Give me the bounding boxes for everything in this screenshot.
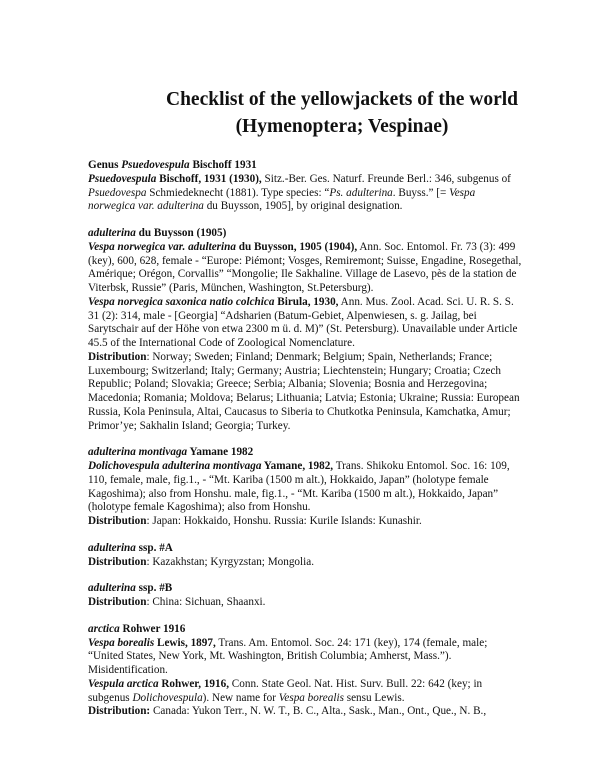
species-entry xyxy=(88,582,524,610)
entry-distribution: Distribution: Kazakhstan; Kyrgyzstan; Mongolia. xyxy=(88,555,315,568)
species-entry xyxy=(88,227,524,433)
entry-heading: adulterina ssp. #B xyxy=(88,582,173,595)
title-line-2: (Hymenoptera; Vespinae) xyxy=(235,116,449,137)
entry-distribution: Distribution: Canada: Yukon Terr., N. W. T., B. C., Alta., Sask., Man., Ont., Que., N. B., xyxy=(88,705,487,718)
genus-entry xyxy=(88,159,524,214)
entry-heading: arctica Rohwer 1916 xyxy=(88,622,186,635)
title-line-1: Checklist of the yellowjackets of the world xyxy=(165,89,519,110)
species-entry xyxy=(88,446,524,529)
entry-distribution: Distribution: China: Sichuan, Shaanxi. xyxy=(88,596,266,608)
document-title xyxy=(0,86,600,140)
entry-distribution: Distribution: Norway; Sweden; Finland; Denmark; Belgium; Spain, Netherlands; France; Luxembourg; Switzerland; Italy; Germany; Austria; Liechtenstein; Hungary; Croatia; Czech Republic; Poland; Slovakia; Greece; Serbia; Albania; Slovenia; Bosnia and Herzegovina; Macedonia; Romania; Moldova; Belarus; Lithuania; Latvia; Estonia; Ukraine; Russia: European Russia, Kola Peninsula, Altai, Caucasus to Siberia to Chutkotka Peninsula, Kamchatka, Amur; Primor’ye; Sakhalin Island; Georgia; Turkey. xyxy=(88,350,520,432)
species-entry xyxy=(88,542,524,570)
entry-citation: Dolichovespula adulterina montivaga Yamane, 1982, Trans. Shikoku Entomol. Soc. 16: 109, 110, female, male, fig.1., - “Mt. Kariba (1500 m alt.), Hokkaido, Japan” (holotype female Kagoshima); also from Honshu. male, fig.1., - “Mt. Kariba (1500 m alt.), Hokkaido, Japan” (holotype female Kagoshima); also from Honshu. xyxy=(88,460,510,514)
entry-heading: adulterina du Buysson (1905) xyxy=(88,227,227,239)
entry-heading: adulterina ssp. #A xyxy=(88,541,173,554)
entry-citation: Vespa borealis Lewis, 1897, Trans. Am. Entomol. Soc. 24: 171 (key), 174 (female, male; “United States, New York, Mt. Washington, British Columbia; Amherst, Mass.”). Misidentification. xyxy=(88,636,488,676)
species-entry xyxy=(88,623,524,719)
checklist-body xyxy=(88,159,524,732)
entry-citation: Vespa norwegica var. adulterina du Buysson, 1905 (1904), Ann. Soc. Entomol. Fr. 73 (3): 499 (key), 600, 628, female - “Europe: Piémont; Vosges, Remiremont; Suisse, Engadine, Rosegethal, Amérique; Orégon, Corvallis” “Mongolie; Ile Sakhaline. Village de Lasevo, pès de la station de Viterbsk, Russie” (Paris, München, Washington, St.Petersburg). xyxy=(88,240,522,294)
entry-heading: Genus Psuedovespula Bischoff 1931 xyxy=(88,159,257,171)
entry-citation: Vespa norvegica saxonica natio colchica Birula, 1930, Ann. Mus. Zool. Acad. Sci. U. R. S. S. 31 (2): 314, male - [Georgia] “Adsharien (Batum-Gebiet, Alpenwiesen, s. g. Jailag, bei Sarytschair auf der Höhe von etwa 2300 m ü. d. M)” (St. Petersburg). Unavailable under Article 45.5 of the International Code of Zoological Nomenclature. xyxy=(88,295,518,349)
entry-heading: adulterina montivaga Yamane 1982 xyxy=(88,446,254,459)
entry-citation: Psuedovespula Bischoff, 1931 (1930), Sitz.-Ber. Ges. Naturf. Freunde Berl.: 346, subgenus of Psuedovespa Schmiedeknecht (1881). Type species: “Ps. adulterina. Buyss.” [= Vespa norwegica var. adulterina du Buysson, 1905], by original designation. xyxy=(88,172,511,213)
entry-distribution: Distribution: Japan: Hokkaido, Honshu. Russia: Kurile Islands: Kunashir. xyxy=(88,515,422,527)
entry-citation: Vespula arctica Rohwer, 1916, Conn. State Geol. Nat. Hist. Surv. Bull. 22: 642 (key; in subgenus Dolichovespula). New name for Vespa borealis sensu Lewis. xyxy=(88,677,483,704)
